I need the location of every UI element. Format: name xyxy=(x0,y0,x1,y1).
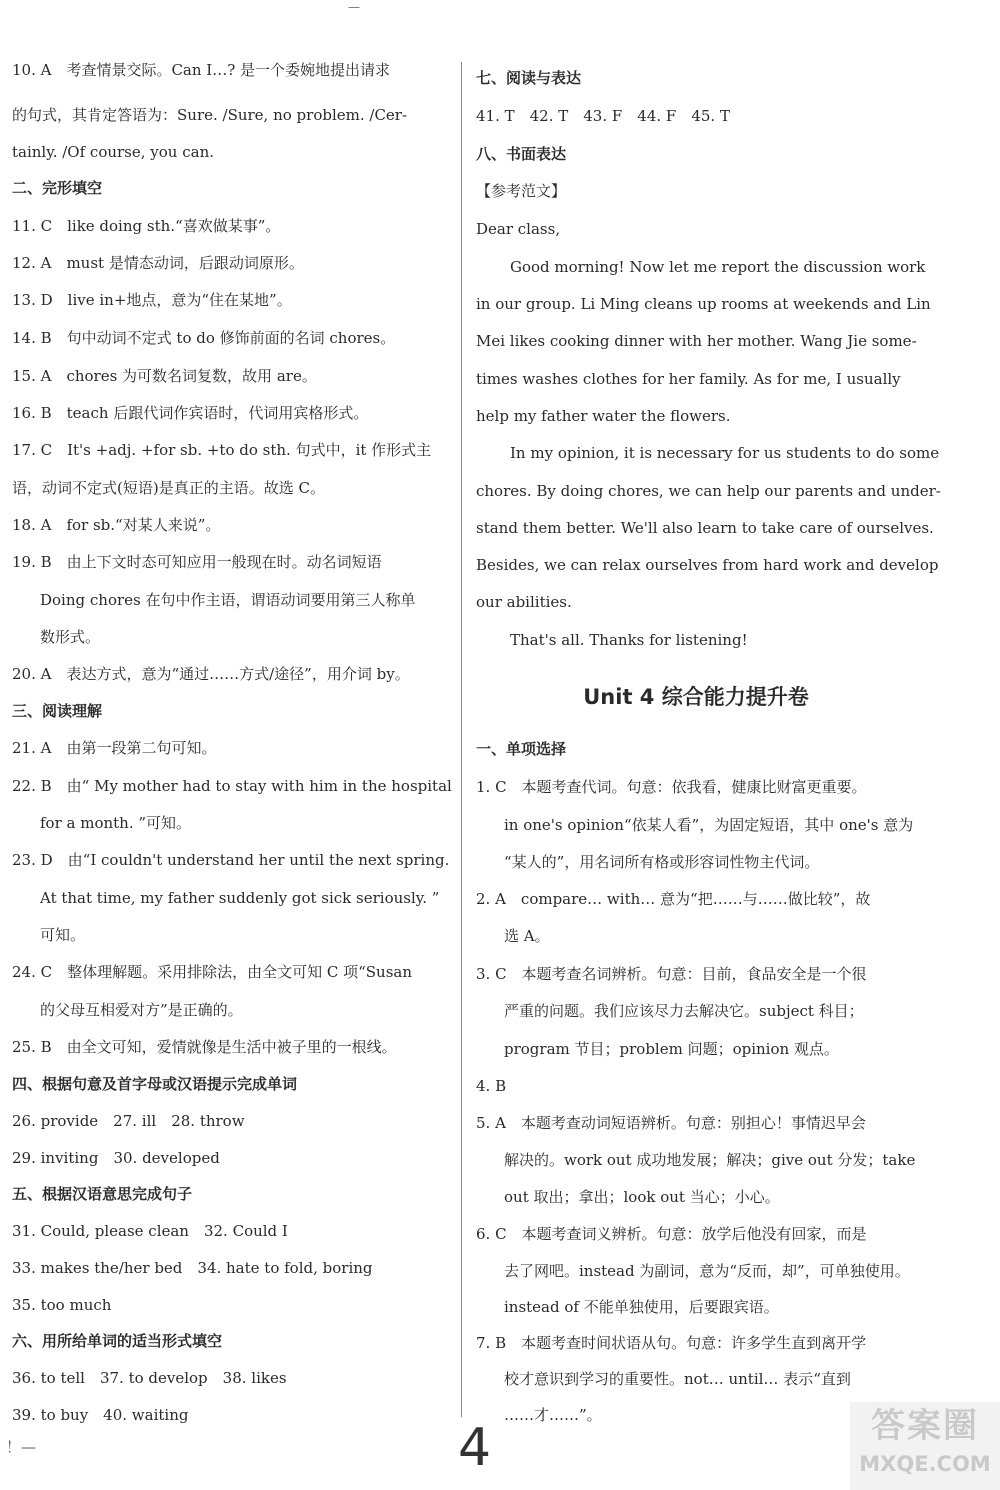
section-heading: 五、根据汉语意思完成句子 xyxy=(12,1185,193,1203)
text-line: chores. By doing chores, we can help our parents and under- xyxy=(476,482,941,500)
text-line: program 节目；problem 问题；opinion 观点。 xyxy=(504,1040,839,1058)
text-line: 26. provide 27. ill 28. throw xyxy=(12,1112,245,1130)
text-line: 校才意识到学习的重要性。not… until… 表示“直到 xyxy=(504,1370,851,1388)
section-heading: 六、用所给单词的适当形式填空 xyxy=(12,1332,223,1350)
text-line: Besides, we can relax ourselves from hard work and develop xyxy=(476,556,939,574)
text-line: ……才……”。 xyxy=(504,1406,602,1424)
text-line: Doing chores 在句中作主语，谓语动词要用第三人称单 xyxy=(40,591,416,609)
text-line: for a month. ”可知。 xyxy=(40,814,192,832)
corner-mark: ！— xyxy=(6,1438,37,1456)
text-line: 【参考范文】 xyxy=(476,182,567,200)
text-line: stand them better. We'll also learn to take care of ourselves. xyxy=(476,519,934,537)
text-line: tainly. /Of course, you can. xyxy=(12,143,214,161)
watermark-line1: 答案圈 xyxy=(871,1406,979,1446)
text-line: 严重的问题。我们应该尽力去解决它。subject 科目； xyxy=(504,1002,864,1020)
text-line: 36. to tell 37. to develop 38. likes xyxy=(12,1369,287,1387)
watermark-logo xyxy=(850,1402,1000,1490)
text-line: help my father water the flowers. xyxy=(476,407,731,425)
text-line: our abilities. xyxy=(476,593,572,611)
section-heading: 七、阅读与表达 xyxy=(476,69,582,87)
text-line: 18. A for sb.“对某人来说”。 xyxy=(12,516,221,534)
text-line: 2. A compare… with… 意为“把……与……做比较”，故 xyxy=(476,890,871,908)
text-line: instead of 不能单独使用，后要跟宾语。 xyxy=(504,1298,779,1316)
text-line: 选 A。 xyxy=(504,927,550,945)
text-line: At that time, my father suddenly got sick seriously. ” xyxy=(40,889,440,907)
text-line: 14. B 句中动词不定式 to do 修饰前面的名词 chores。 xyxy=(12,329,396,347)
text-line: 解决的。work out 成功地发展；解决；give out 分发；take xyxy=(504,1151,916,1169)
text-line: “某人的”，用名词所有格或形容词性物主代词。 xyxy=(504,853,820,871)
text-line: out 取出；拿出；look out 当心；小心。 xyxy=(504,1188,780,1206)
text-line: 20. A 表达方式，意为“通过……方式/途径”，用介词 by。 xyxy=(12,665,410,683)
top-mark: — xyxy=(348,0,360,14)
text-line: 22. B 由“ My mother had to stay with him in the hospital xyxy=(12,777,452,795)
text-line: 21. A 由第一段第二句可知。 xyxy=(12,739,217,757)
text-line: times washes clothes for her family. As for me, I usually xyxy=(476,370,901,388)
text-line: 语，动词不定式(短语)是真正的主语。故选 C。 xyxy=(12,479,325,497)
text-line: 24. C 整体理解题。采用排除法，由全文可知 C 项“Susan xyxy=(12,963,413,981)
text-line: 16. B teach 后跟代词作宾语时，代词用宾格形式。 xyxy=(12,404,369,422)
text-line: 的父母互相爱对方”是正确的。 xyxy=(40,1001,243,1019)
text-line: 去了网吧。instead 为副词，意为“反而，却”，可单独使用。 xyxy=(504,1262,910,1280)
text-line: 11. C like doing sth.“喜欢做某事”。 xyxy=(12,217,281,235)
column-divider xyxy=(461,62,462,1417)
text-line: 23. D 由“I couldn't understand her until the next spring. xyxy=(12,851,450,869)
watermark-line2: MXQE.COM xyxy=(859,1452,991,1476)
text-line: in one's opinion“依某人看”，为固定短语，其中 one's 意为 xyxy=(504,816,914,834)
text-line: 10. A 考查情景交际。Can I…? 是一个委婉地提出请求 xyxy=(12,61,391,79)
text-line: 35. too much xyxy=(12,1296,112,1314)
text-line: 数形式。 xyxy=(40,628,101,646)
section-heading: 八、书面表达 xyxy=(476,145,567,163)
text-line: 33. makes the/her bed 34. hate to fold, boring xyxy=(12,1259,373,1277)
section-heading: 四、根据句意及首字母或汉语提示完成单词 xyxy=(12,1075,298,1093)
text-line: 19. B 由上下文时态可知应用一般现在时。动名词短语 xyxy=(12,553,382,571)
text-line: That's all. Thanks for listening! xyxy=(510,631,748,649)
text-line: 17. C It's +adj. +for sb. +to do sth. 句式中，it 作形式主 xyxy=(12,441,432,459)
text-line: 4. B xyxy=(476,1077,507,1095)
text-line: in our group. Li Ming cleans up rooms at weekends and Lin xyxy=(476,295,931,313)
text-line: 的句式，其肯定答语为：Sure. /Sure, no problem. /Cer- xyxy=(12,106,408,124)
text-line: 41. T 42. T 43. F 44. F 45. T xyxy=(476,107,730,125)
text-line: 12. A must 是情态动词，后跟动词原形。 xyxy=(12,254,304,272)
text-line: Dear class, xyxy=(476,220,561,238)
text-line: 29. inviting 30. developed xyxy=(12,1149,220,1167)
text-line: 13. D live in+地点，意为“住在某地”。 xyxy=(12,291,292,309)
text-line: 31. Could, please clean 32. Could I xyxy=(12,1222,288,1240)
section-heading: 三、阅读理解 xyxy=(12,702,103,720)
unit-title: Unit 4 综合能力提升卷 xyxy=(583,685,809,709)
text-line: In my opinion, it is necessary for us students to do some xyxy=(510,444,940,462)
text-line: 7. B 本题考查时间状语从句。句意：许多学生直到离开学 xyxy=(476,1334,867,1352)
text-line: 可知。 xyxy=(40,926,86,944)
section-heading: 一、单项选择 xyxy=(476,740,567,758)
text-line: Mei likes cooking dinner with her mother. Wang Jie some- xyxy=(476,332,917,350)
text-line: Good morning! Now let me report the discussion work xyxy=(510,258,926,276)
text-line: 25. B 由全文可知，爱情就像是生活中被子里的一根线。 xyxy=(12,1038,397,1056)
page-number: 4 xyxy=(458,1418,492,1478)
text-line: 5. A 本题考查动词短语辨析。句意：别担心！事情迟早会 xyxy=(476,1114,866,1132)
text-line: 15. A chores 为可数名词复数，故用 are。 xyxy=(12,367,317,385)
text-line: 39. to buy 40. waiting xyxy=(12,1406,189,1424)
text-line: 6. C 本题考查词义辨析。句意：放学后他没有回家，而是 xyxy=(476,1225,867,1243)
text-line: 1. C 本题考查代词。句意：依我看，健康比财富更重要。 xyxy=(476,778,867,796)
section-heading: 二、完形填空 xyxy=(12,179,103,197)
text-line: 3. C 本题考查名词辨析。句意：目前，食品安全是一个很 xyxy=(476,965,867,983)
